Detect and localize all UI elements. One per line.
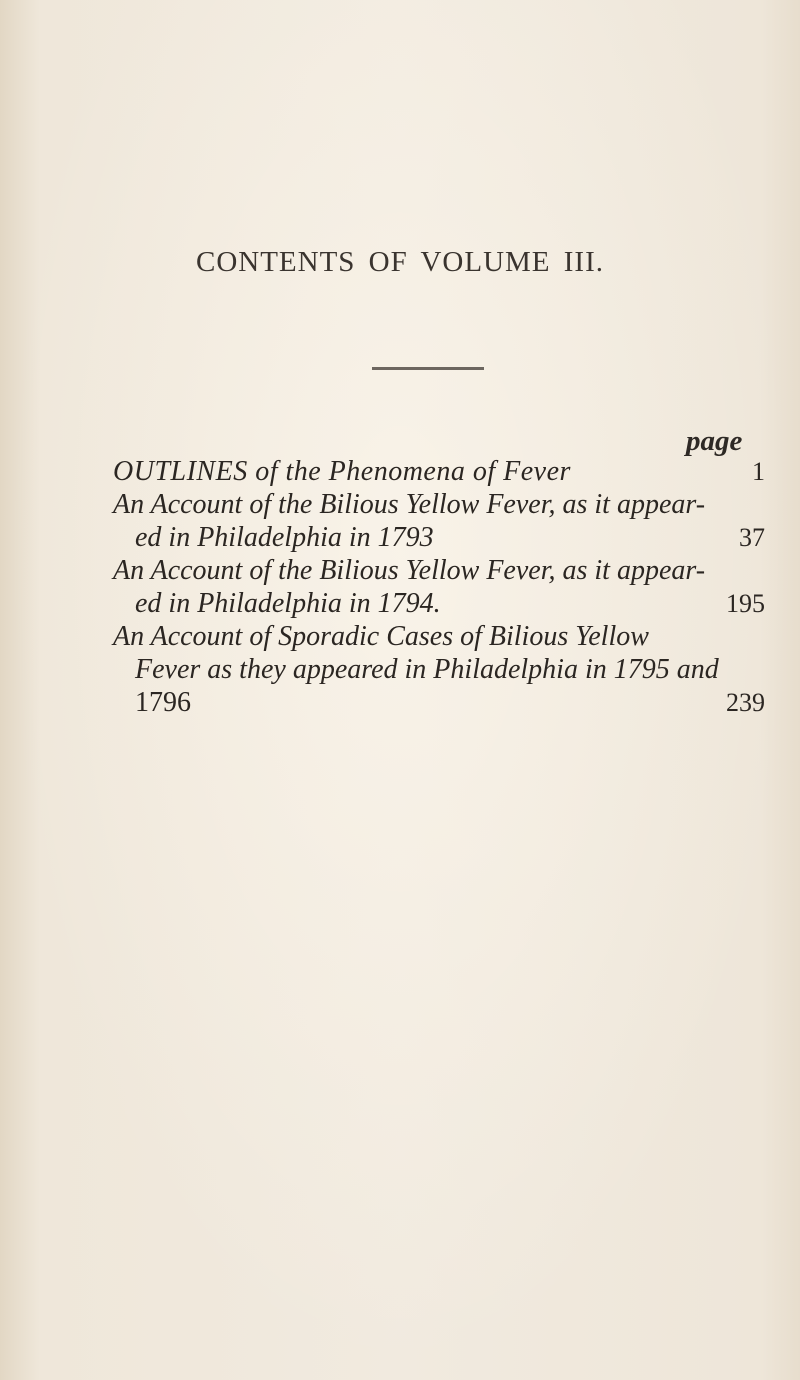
toc-entry-page-number: 195 <box>726 589 765 618</box>
toc-entry-page-number: 37 <box>739 523 765 552</box>
toc-entry-fever-1794 <box>113 554 765 620</box>
toc-entry-line: An Account of the Bilious Yellow Fever, as it appear- <box>113 555 706 586</box>
toc-entry-fever-1793 <box>113 488 765 554</box>
toc-entry-line: ed in Philadelphia in 1793 <box>135 522 434 553</box>
toc-entry-page-number: 1 <box>752 457 765 486</box>
page-title: CONTENTS OF VOLUME III. <box>195 246 604 278</box>
table-of-contents <box>113 455 765 719</box>
toc-entry-line: An Account of Sporadic Cases of Bilious Yellow <box>113 621 649 652</box>
toc-entry-line: 1796 <box>135 687 191 718</box>
title-divider <box>372 367 484 370</box>
toc-entry-line: Fever as they appeared in Philadelphia in 1795 and <box>135 654 719 685</box>
toc-entry-line: ed in Philadelphia in 1794. <box>135 588 441 619</box>
toc-entry-outlines <box>113 455 765 488</box>
page-column-label: page <box>686 425 743 457</box>
toc-entry-line: OUTLINES of the Phenomena of Fever <box>113 456 571 487</box>
toc-entry-sporadic-cases <box>113 620 765 719</box>
toc-entry-line: An Account of the Bilious Yellow Fever, as it appear- <box>113 489 706 520</box>
gutter-library-marks <box>0 162 184 198</box>
toc-entry-page-number: 239 <box>726 688 765 717</box>
